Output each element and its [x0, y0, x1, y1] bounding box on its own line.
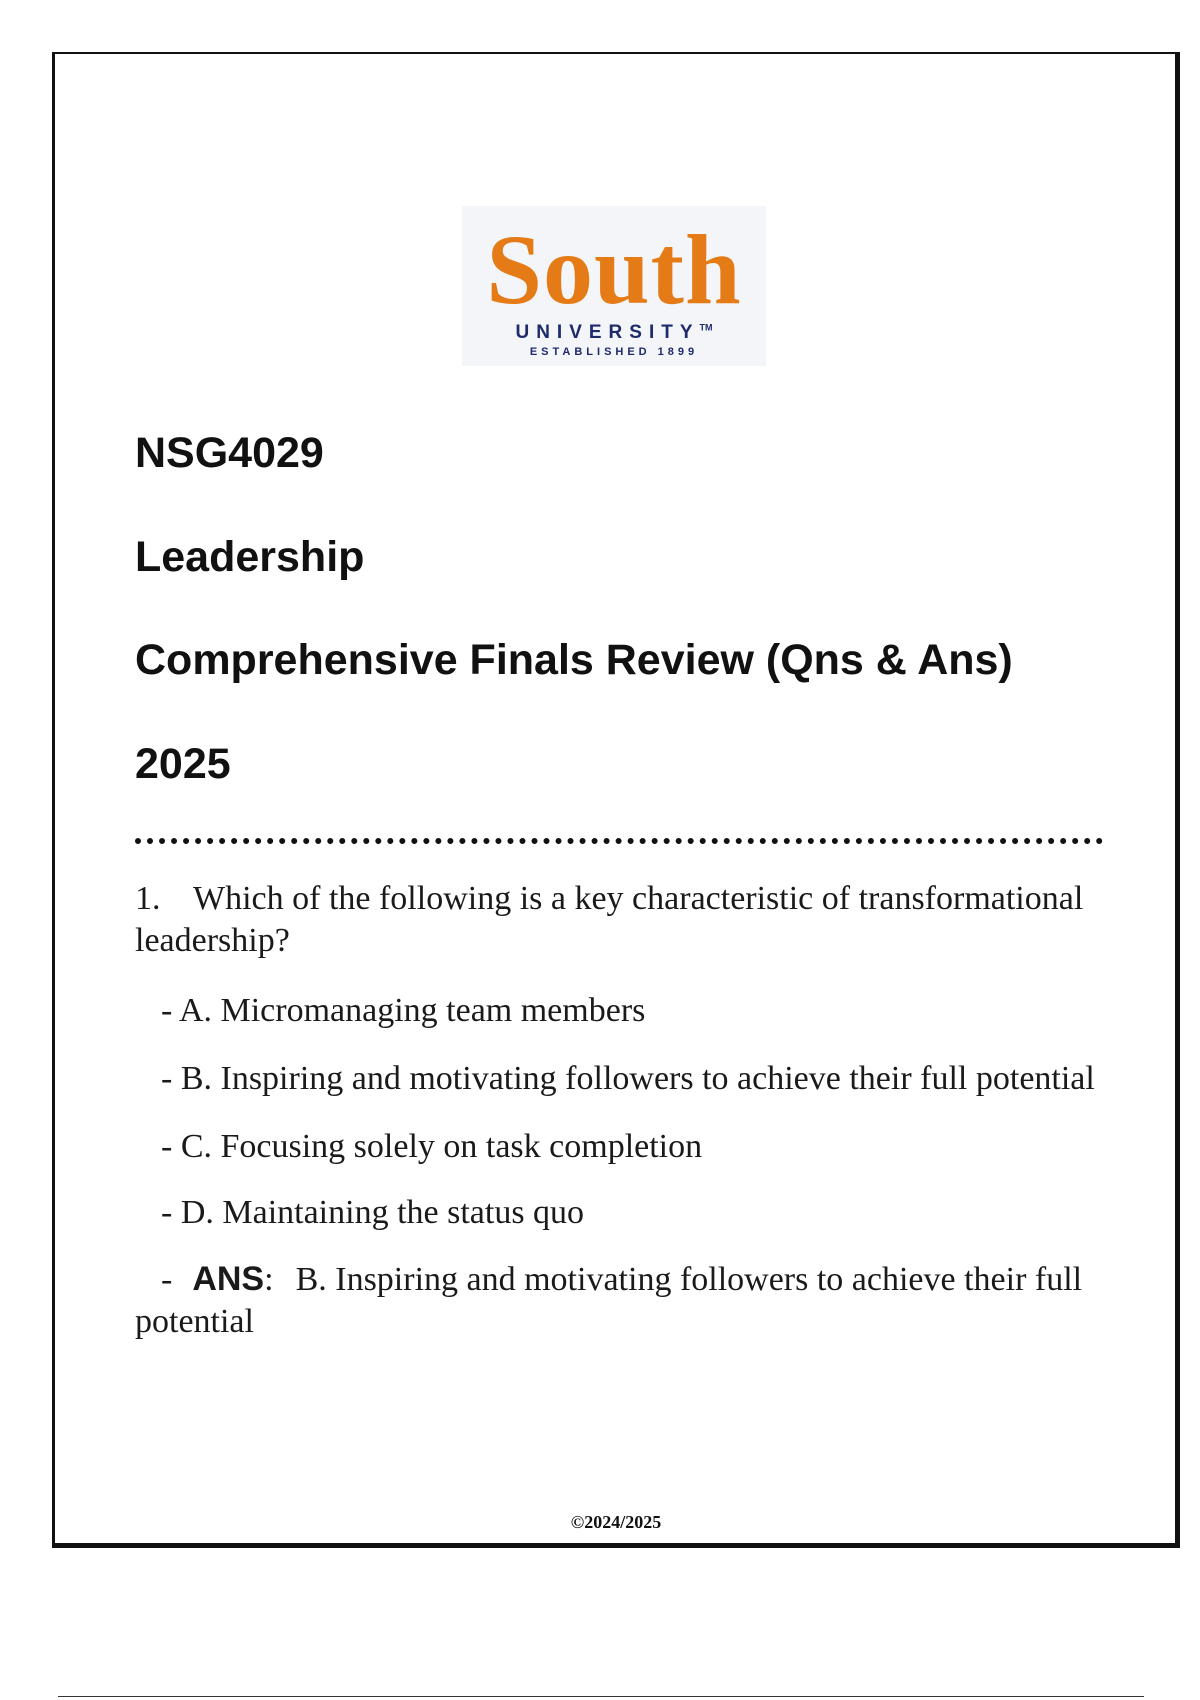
option-a: - A. Micromanaging team members	[161, 992, 646, 1029]
logo-established: ESTABLISHED 1899	[529, 346, 699, 358]
south-university-logo	[462, 206, 766, 366]
logo-subtitle: UNIVERSITY™	[515, 322, 713, 343]
question-text: 1. Which of the following is a key characteristic of transformational leadership?	[135, 880, 1084, 959]
answer-label: ANS	[192, 1260, 265, 1298]
subject-title: Leadership	[135, 533, 365, 581]
course-code: NSG4029	[135, 429, 324, 477]
question-block	[135, 878, 1105, 1343]
option-d: - D. Maintaining the status quo	[161, 1194, 585, 1231]
copyright-footer: ©2024/2025	[570, 1512, 662, 1532]
dotted-divider	[135, 838, 1103, 844]
answer-line: - ANS: B. Inspiring and motivating followers to achieve their full potential	[135, 1260, 1083, 1340]
year-heading: 2025	[135, 740, 231, 788]
document-title: Comprehensive Finals Review (Qns & Ans)	[135, 636, 1013, 684]
question-number: 1.	[135, 880, 161, 917]
option-c: - C. Focusing solely on task completion	[161, 1128, 703, 1165]
option-b: - B. Inspiring and motivating followers to achieve their full potential	[161, 1060, 1095, 1097]
logo-wordmark: South	[486, 214, 742, 325]
bottom-divider	[58, 1696, 1144, 1697]
answer-text: B. Inspiring and motivating followers to achieve their full potential	[135, 1261, 1083, 1340]
